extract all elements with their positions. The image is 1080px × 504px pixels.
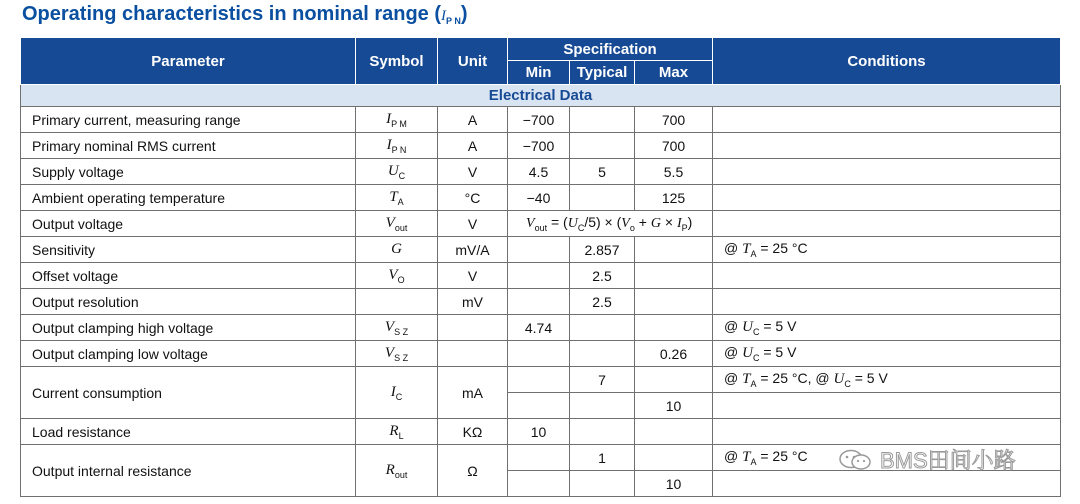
condition-ta: @ $T_A = 25$ °C (713, 445, 1061, 471)
table-row: Load resistance $R_L$ KΩ 10 (21, 419, 1061, 445)
table-row: Primary current, measuring range $I_{P M}$ A −700 700 (21, 107, 1061, 133)
title-text: Operating characteristics in nominal range ( (22, 3, 442, 25)
header-symbol: Symbol (356, 38, 438, 85)
watermark: BMS田间小路 (838, 444, 1016, 475)
table-row: Output resolution mV 2.5 (21, 289, 1061, 315)
title-symbol: $I_{P N}$ (441, 8, 461, 26)
condition-uc: @ $U_C = 5$ V (713, 315, 1061, 341)
table-row: Offset voltage $V_O$ V 2.5 (21, 263, 1061, 289)
output-voltage-formula: $V_{out} = (U_C/5) \times (V_o + G \times I_P)$ (508, 211, 713, 237)
table-row: Ambient operating temperature $T_A$ °C −40 125 (21, 185, 1061, 211)
header-unit: Unit (438, 38, 508, 85)
condition-ta: @ $T_A = 25$ °C (713, 237, 1061, 263)
condition-uc: @ $U_C = 5$ V (713, 341, 1061, 367)
header-max: Max (635, 61, 713, 85)
table-row: Sensitivity G mV/A 2.857 @ $T_A = 25$ °C (21, 237, 1061, 263)
table-row: Output internal resistance $R_{out}$ Ω 1 @ $T_A = 25$ °C (21, 445, 1061, 471)
table-row: Current consumption $I_C$ mA 7 @ $T_A = 25$ °C, @ $U_C = 5$ V (21, 367, 1061, 393)
table-row: Output voltage $V_{out}$ V $V_{out} = (U_C/5) \times (V_o + G \times I_P)$ (21, 211, 1061, 237)
wechat-icon (838, 449, 874, 471)
table-row: 10 (21, 393, 1061, 419)
header-parameter: Parameter (21, 38, 356, 85)
condition-ta-uc: @ $T_A = 25$ °C, @ $U_C = 5$ V (713, 367, 1061, 393)
header-typical: Typical (570, 61, 635, 85)
header-conditions: Conditions (713, 38, 1061, 85)
table-row: Output clamping high voltage $V_{S Z}$ 4.74 @ $U_C = 5$ V (21, 315, 1061, 341)
table-row: Output clamping low voltage $V_{S Z}$ 0.26 @ $U_C = 5$ V (21, 341, 1061, 367)
table-row: Supply voltage $U_C$ V 4.5 5 5.5 (21, 159, 1061, 185)
page-title: Operating characteristics in nominal range $(I_{P N})$ (22, 3, 468, 26)
table-row: Primary nominal RMS current $I_{P N}$ A −700 700 (21, 133, 1061, 159)
section-electrical-data: Electrical Data (21, 85, 1061, 107)
header-specification: Specification (508, 38, 713, 61)
table-row: 10 (21, 471, 1061, 497)
header-min: Min (508, 61, 570, 85)
characteristics-table (20, 37, 1061, 497)
